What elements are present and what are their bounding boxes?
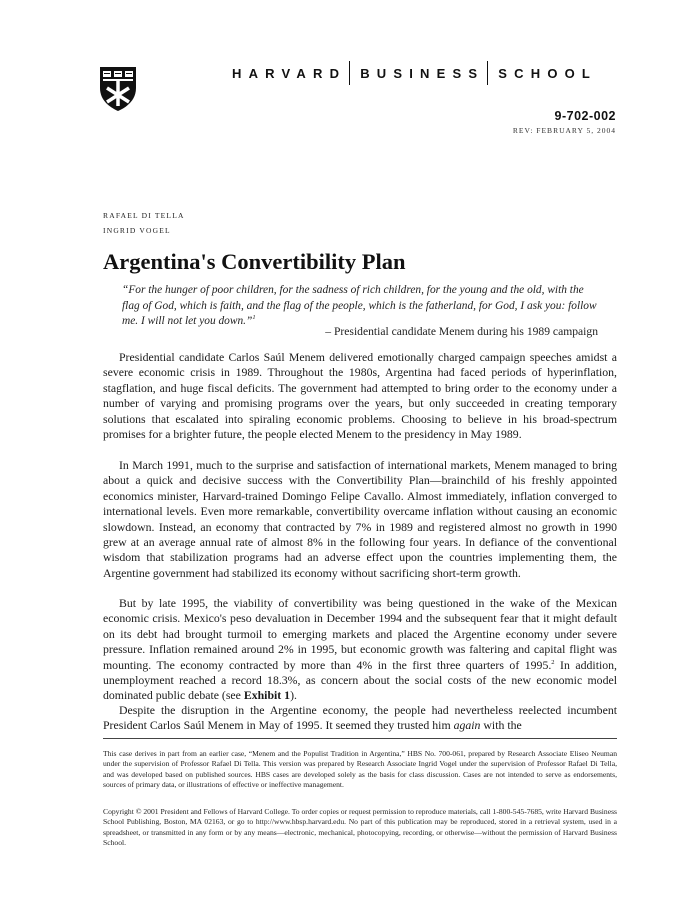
wordmark-harvard: HARVARD [232,66,347,82]
school-wordmark [232,63,597,87]
wordmark-divider [487,61,488,85]
wordmark-divider [349,61,350,85]
epigraph-quote [122,283,600,330]
hbs-shield-logo [99,66,137,112]
wordmark-school: SCHOOL [498,66,598,82]
footer-note: This case derives in part from an earlier case, “Menem and the Populist Tradition in Argentina,” HBS No. 700-061, prepared by Research Associate Eliseo Neuman under the supervision of Professor Rafael Di Tella. This version was prepared by Research Associate Ingrid Vogel under the supervision of Professor Rafael Di Tella, and was developed based on published sources. HBS cases are developed solely as the basis for class discussion. Cases are not intended to serve as endorsements, sources of primary data, or illustrations of effective or ineffective management. [103,749,617,790]
paragraph-text: with the [480,718,522,733]
footnote-divider [103,738,617,739]
footnote-mark: 1 [252,314,256,322]
body-paragraph: Presidential candidate Carlos Saúl Menem delivered emotionally charged campaign speeches amidst a severe economic crisis in 1989. Throughout the 1980s, Argentina had faced periods of hyperinflation, stagflation, and huge fiscal deficits. The government had attempted to bring order to the economy under a number of varying and promising programs over the years, but only succeeded in creating temporary solutions that escalated into spiraling economic problems. Choosing to believe in his broad-spectrum promises for a brighter future, the people elected Menem to the presidency in May 1989. [103,350,617,442]
author-name: RAFAEL DI TELLA [103,211,185,220]
case-number: 9-702-002 [554,109,616,123]
author-name: INGRID VOGEL [103,226,171,235]
revision-date: REV: FEBRUARY 5, 2004 [512,126,616,135]
copyright-notice: Copyright © 2001 President and Fellows of Harvard College. To order copies or request permission to reproduce materials, call 1-800-545-7685, write Harvard Business School Publishing, Boston, MA 02163, or go to http://www.hbsp.harvard.edu. No part of this publication may be reproduced, stored in a retrieval system, used in a spreadsheet, or transmitted in any form or by any means—electronic, mechanical, photocopying, recording, or otherwise—without the permission of Harvard Business School. [103,807,617,848]
body-paragraph [103,596,617,704]
exhibit-reference: Exhibit 1 [243,688,291,703]
paragraph-text: In addition, unemployment reached a record 18.3%, as concern about the social costs of the new economic model dominated public debate (see [103,657,617,703]
paragraph-text: ). [290,688,297,703]
document-title: Argentina's Convertibility Plan [103,249,406,274]
epigraph-attribution: – Presidential candidate Menem during his 1989 campaign [325,325,598,338]
paragraph-text: But by late 1995, the viability of convertibility was being questioned in the wake of the Mexican economic crisis. Mexico's peso devaluation in December 1994 and the subsequent fear that it might default on its debt had brought turmoil to emerging markets and placed the Argentine economy under severe pressure. Inflation remained around 2% in 1995, but economic growth was faltering and capital flight was mounting. The economy contracted by more than 4% in the first three quarters of 1995. [103,596,617,672]
wordmark-business: BUSINESS [360,66,485,82]
emphasis: again [453,718,481,733]
body-paragraph [103,703,617,734]
paragraph-text: Despite the disruption in the Argentine economy, the people had nevertheless reelected incumbent President Carlos Saúl Menem in May of 1995. It seemed they trusted him [103,703,617,733]
body-paragraph: In March 1991, much to the surprise and satisfaction of international markets, Menem managed to bring about a quick and decisive success with the Convertibility Plan—brainchild of his freshly appointed economics minister, Harvard-trained Domingo Felipe Cavallo. Almost immediately, inflation converged to international levels. Even more remarkable, convertibility overcame inflation without causing an economic slowdown. Instead, an economy that contracted by 7% in 1989 and registered almost no growth in 1990 grew at an average annual rate of almost 8% in the following four years. In defiance of the conventional wisdom that stabilization programs had an adverse effect upon the countries implementing them, the Argentine government had stabilized its economy without sacrificing short-term growth. [103,458,617,580]
epigraph-text: “For the hunger of poor children, for the sadness of rich children, for the young and the old, with the flag of God, which is faith, and the flag of the people, which is the fatherland, for God, I ask you: follow me. I will not let you down.” [122,284,597,327]
footnote-mark: 2 [551,658,555,666]
